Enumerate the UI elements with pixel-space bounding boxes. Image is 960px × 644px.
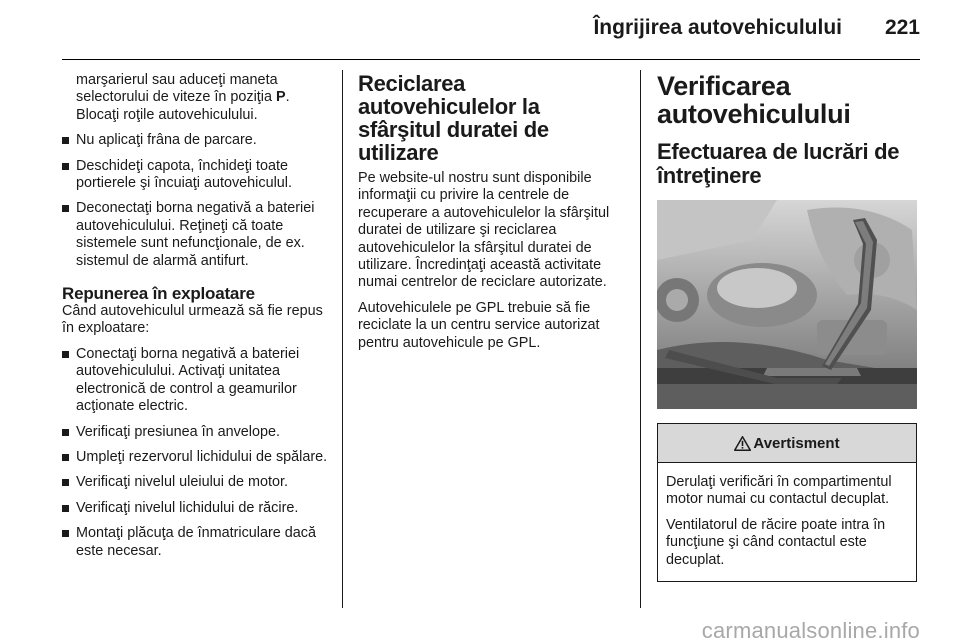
storage-steps-list [62,132,328,270]
column-middle [358,72,622,360]
engine-compartment-image [657,200,917,409]
bullet-icon [62,351,69,358]
list-item: Deconectaţi borna negativă a bateriei autovehiculului. Reţineţi că toate sistemele sunt nefuncţionale, de ex. sistemul de alarmă antifurt. [62,200,328,270]
list-item: Umpleţi rezervorul lichidului de spălare. [62,449,328,466]
list-item: Verificaţi presiunea în anvelope. [62,424,328,441]
page-header [0,0,960,64]
column-right [657,72,919,582]
warning-header [658,424,916,463]
column-left [62,72,328,568]
list-item: Montaţi plăcuţa de înmatriculare dacă este necesar. [62,525,328,560]
bullet-icon [62,205,69,212]
section-intro: Când autovehiculul urmează să fie repus în exploatare: [62,303,323,337]
page-number: 221 [884,16,920,39]
recycling-paragraph: Pe website-ul nostru sunt disponibile informaţii cu privire la centrele de recuperare a autovehiculelor la sfârşitul duratei de utilizare şi reciclarea autovehiculelor la sfârşitul duratei de utilizare. Încredinţaţi această activitate numai centrelor de reciclare autorizate. [358,170,610,291]
continuation-paragraph: marşarierul sau aduceţi maneta selectorului de viteze în poziţia P. Blocaţi roţile autovehiculului. [76,72,290,123]
warning-title: Avertisment [753,434,840,452]
bullet-icon [62,479,69,486]
warning-paragraph: Derulaţi verificări în compartimentul motor numai cu contactul decuplat. [666,474,892,508]
bullet-icon [62,429,69,436]
warning-body [658,463,916,581]
watermark: carmanualsonline.info [701,618,920,643]
list-item: Deschideţi capota, închideţi toate portierele şi încuiaţi autovehiculul. [62,158,328,193]
bullet-icon [62,163,69,170]
header-rule [62,59,920,60]
section-title: Repunerea în exploatare [62,284,255,304]
column-separator [342,70,343,608]
recycling-title: Reciclarea autovehiculelor la sfârşitul duratei de utilizare [358,71,549,165]
bullet-icon [62,454,69,461]
maintenance-subtitle: Efectuarea de lucrări de întreţinere [657,139,900,188]
bullet-icon [62,505,69,512]
bullet-icon [62,530,69,537]
lpg-paragraph: Autovehiculele pe GPL trebuie să fie reciclate la un centru service autorizat pentru autovehicule pe GPL. [358,299,600,351]
warning-box [657,423,917,582]
list-item: Verificaţi nivelul uleiului de motor. [62,474,328,491]
list-item: Conectaţi borna negativă a bateriei autovehiculului. Activaţi unitatea electronică de control a geamurilor acţionate electric. [62,346,328,416]
list-item: Verificaţi nivelul lichidului de răcire. [62,500,328,517]
list-item: Nu aplicaţi frâna de parcare. [62,132,328,149]
warning-paragraph: Ventilatorul de răcire poate intra în funcţiune şi când contactul este decuplat. [666,516,886,568]
bullet-icon [62,137,69,144]
warning-triangle-icon [734,436,751,451]
column-separator [640,70,641,608]
recommission-steps-list [62,346,328,560]
chapter-title: Îngrijirea autovehiculului [593,16,842,39]
vehicle-check-title: Verificarea autovehiculului [657,71,851,129]
